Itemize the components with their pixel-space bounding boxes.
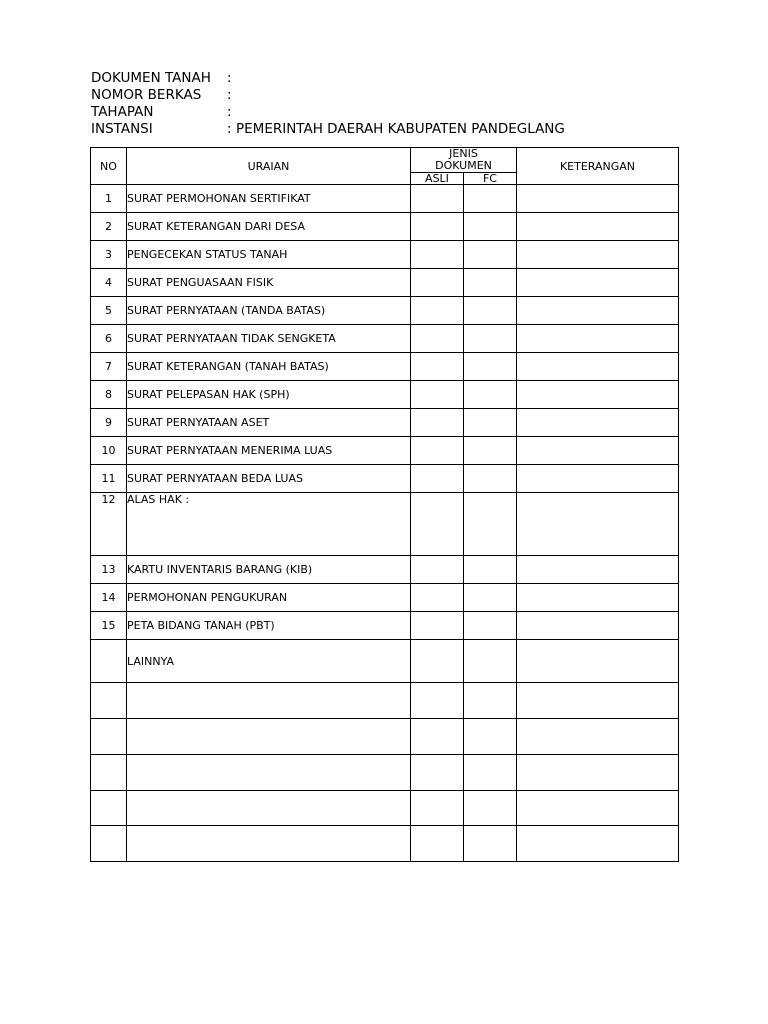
keterangan-cell[interactable] bbox=[517, 297, 679, 325]
keterangan-cell[interactable] bbox=[517, 241, 679, 269]
keterangan-cell[interactable] bbox=[517, 640, 679, 683]
asli-cell[interactable] bbox=[411, 584, 464, 612]
row-no bbox=[91, 640, 127, 683]
row-uraian: SURAT PERNYATAAN MENERIMA LUAS bbox=[127, 437, 411, 465]
asli-cell[interactable] bbox=[411, 556, 464, 584]
keterangan-cell[interactable] bbox=[517, 269, 679, 297]
row-uraian: SURAT PERNYATAAN BEDA LUAS bbox=[127, 465, 411, 493]
row-uraian: SURAT PERMOHONAN SERTIFIKAT bbox=[127, 185, 411, 213]
fc-cell[interactable] bbox=[464, 353, 517, 381]
field-label: DOKUMEN TANAH bbox=[91, 70, 211, 86]
asli-cell[interactable] bbox=[411, 381, 464, 409]
fc-cell[interactable] bbox=[464, 640, 517, 683]
row-uraian: SURAT PELEPASAN HAK (SPH) bbox=[127, 381, 411, 409]
fc-cell[interactable] bbox=[464, 826, 517, 862]
row-no: 2 bbox=[91, 213, 127, 241]
asli-cell[interactable] bbox=[411, 465, 464, 493]
table-row bbox=[91, 297, 679, 325]
asli-cell[interactable] bbox=[411, 241, 464, 269]
fc-cell[interactable] bbox=[464, 213, 517, 241]
table-row bbox=[91, 269, 679, 297]
table-row bbox=[91, 612, 679, 640]
asli-cell[interactable] bbox=[411, 493, 464, 556]
row-uraian[interactable] bbox=[127, 826, 411, 862]
table-row bbox=[91, 826, 679, 862]
field-value: PEMERINTAH DAERAH KABUPATEN PANDEGLANG bbox=[236, 121, 565, 137]
header-jenis-dokumen bbox=[411, 148, 517, 173]
field-label: NOMOR BERKAS bbox=[91, 87, 202, 103]
header-jenis-line1: JENIS bbox=[449, 147, 478, 160]
row-no bbox=[91, 755, 127, 791]
fc-cell[interactable] bbox=[464, 437, 517, 465]
row-no: 9 bbox=[91, 409, 127, 437]
row-uraian: LAINNYA bbox=[127, 640, 411, 683]
keterangan-cell[interactable] bbox=[517, 826, 679, 862]
row-no: 13 bbox=[91, 556, 127, 584]
row-uraian: SURAT KETERANGAN DARI DESA bbox=[127, 213, 411, 241]
table-row bbox=[91, 493, 679, 556]
header-fc: FC bbox=[464, 173, 517, 185]
fc-cell[interactable] bbox=[464, 241, 517, 269]
keterangan-cell[interactable] bbox=[517, 185, 679, 213]
fc-cell[interactable] bbox=[464, 493, 517, 556]
row-uraian: PERMOHONAN PENGUKURAN bbox=[127, 584, 411, 612]
table-row bbox=[91, 791, 679, 826]
asli-cell[interactable] bbox=[411, 213, 464, 241]
fc-cell[interactable] bbox=[464, 584, 517, 612]
keterangan-cell[interactable] bbox=[517, 437, 679, 465]
row-no bbox=[91, 719, 127, 755]
keterangan-cell[interactable] bbox=[517, 353, 679, 381]
asli-cell[interactable] bbox=[411, 755, 464, 791]
keterangan-cell[interactable] bbox=[517, 755, 679, 791]
table-row bbox=[91, 241, 679, 269]
field-colon: : bbox=[227, 104, 232, 120]
header-keterangan: KETERANGAN bbox=[517, 148, 679, 185]
row-no: 5 bbox=[91, 297, 127, 325]
row-uraian: SURAT PERNYATAAN (TANDA BATAS) bbox=[127, 297, 411, 325]
row-no: 3 bbox=[91, 241, 127, 269]
table-row bbox=[91, 325, 679, 353]
fc-cell[interactable] bbox=[464, 185, 517, 213]
keterangan-cell[interactable] bbox=[517, 493, 679, 556]
row-no: 12 bbox=[91, 493, 127, 556]
table-row bbox=[91, 185, 679, 213]
row-no: 4 bbox=[91, 269, 127, 297]
table-row bbox=[91, 556, 679, 584]
asli-cell[interactable] bbox=[411, 269, 464, 297]
asli-cell[interactable] bbox=[411, 325, 464, 353]
asli-cell[interactable] bbox=[411, 612, 464, 640]
header-jenis-line2: DOKUMEN bbox=[435, 159, 492, 172]
asli-cell[interactable] bbox=[411, 185, 464, 213]
fc-cell[interactable] bbox=[464, 381, 517, 409]
table-header-row bbox=[91, 148, 679, 173]
table-row bbox=[91, 584, 679, 612]
row-no: 15 bbox=[91, 612, 127, 640]
row-no: 10 bbox=[91, 437, 127, 465]
row-uraian: SURAT KETERANGAN (TANAH BATAS) bbox=[127, 353, 411, 381]
field-label: INSTANSI bbox=[91, 121, 153, 137]
fc-cell[interactable] bbox=[464, 297, 517, 325]
asli-cell[interactable] bbox=[411, 826, 464, 862]
row-uraian: KARTU INVENTARIS BARANG (KIB) bbox=[127, 556, 411, 584]
keterangan-cell[interactable] bbox=[517, 409, 679, 437]
keterangan-cell[interactable] bbox=[517, 719, 679, 755]
table-row bbox=[91, 683, 679, 719]
table-row bbox=[91, 465, 679, 493]
fc-cell[interactable] bbox=[464, 612, 517, 640]
keterangan-cell[interactable] bbox=[517, 584, 679, 612]
row-no: 8 bbox=[91, 381, 127, 409]
asli-cell[interactable] bbox=[411, 719, 464, 755]
row-uraian[interactable] bbox=[127, 755, 411, 791]
asli-cell[interactable] bbox=[411, 409, 464, 437]
fc-cell[interactable] bbox=[464, 325, 517, 353]
row-uraian[interactable] bbox=[127, 791, 411, 826]
asli-cell[interactable] bbox=[411, 791, 464, 826]
asli-cell[interactable] bbox=[411, 353, 464, 381]
row-uraian[interactable] bbox=[127, 719, 411, 755]
field-colon: : bbox=[227, 70, 232, 86]
row-uraian: SURAT PERNYATAAN ASET bbox=[127, 409, 411, 437]
keterangan-cell[interactable] bbox=[517, 556, 679, 584]
keterangan-cell[interactable] bbox=[517, 791, 679, 826]
row-no bbox=[91, 683, 127, 719]
row-no bbox=[91, 791, 127, 826]
row-no: 11 bbox=[91, 465, 127, 493]
row-uraian: ALAS HAK : bbox=[127, 493, 411, 556]
asli-cell[interactable] bbox=[411, 683, 464, 719]
keterangan-cell[interactable] bbox=[517, 683, 679, 719]
fc-cell[interactable] bbox=[464, 269, 517, 297]
row-no: 14 bbox=[91, 584, 127, 612]
row-no: 6 bbox=[91, 325, 127, 353]
asli-cell[interactable] bbox=[411, 640, 464, 683]
table-row bbox=[91, 353, 679, 381]
row-no: 1 bbox=[91, 185, 127, 213]
asli-cell[interactable] bbox=[411, 437, 464, 465]
header-asli: ASLI bbox=[411, 173, 464, 185]
keterangan-cell[interactable] bbox=[517, 612, 679, 640]
table-row bbox=[91, 437, 679, 465]
fc-cell[interactable] bbox=[464, 556, 517, 584]
asli-cell[interactable] bbox=[411, 297, 464, 325]
row-no: 7 bbox=[91, 353, 127, 381]
row-uraian: SURAT PERNYATAAN TIDAK SENGKETA bbox=[127, 325, 411, 353]
row-uraian: SURAT PENGUASAAN FISIK bbox=[127, 269, 411, 297]
table-row bbox=[91, 381, 679, 409]
table-row bbox=[91, 213, 679, 241]
keterangan-cell[interactable] bbox=[517, 213, 679, 241]
document-checklist-table bbox=[90, 147, 679, 862]
header-uraian: URAIAN bbox=[127, 148, 411, 185]
header-no: NO bbox=[91, 148, 127, 185]
table-row bbox=[91, 755, 679, 791]
keterangan-cell[interactable] bbox=[517, 325, 679, 353]
fc-cell[interactable] bbox=[464, 683, 517, 719]
row-uraian[interactable] bbox=[127, 683, 411, 719]
fc-cell[interactable] bbox=[464, 719, 517, 755]
field-colon: : bbox=[227, 87, 232, 103]
row-uraian: PETA BIDANG TANAH (PBT) bbox=[127, 612, 411, 640]
fc-cell[interactable] bbox=[464, 409, 517, 437]
row-no bbox=[91, 826, 127, 862]
field-label: TAHAPAN bbox=[91, 104, 154, 120]
table-row bbox=[91, 640, 679, 683]
table-row bbox=[91, 719, 679, 755]
fc-cell[interactable] bbox=[464, 465, 517, 493]
field-colon: : bbox=[227, 121, 232, 137]
fc-cell[interactable] bbox=[464, 755, 517, 791]
keterangan-cell[interactable] bbox=[517, 465, 679, 493]
table-row bbox=[91, 409, 679, 437]
row-uraian: PENGECEKAN STATUS TANAH bbox=[127, 241, 411, 269]
keterangan-cell[interactable] bbox=[517, 381, 679, 409]
fc-cell[interactable] bbox=[464, 791, 517, 826]
